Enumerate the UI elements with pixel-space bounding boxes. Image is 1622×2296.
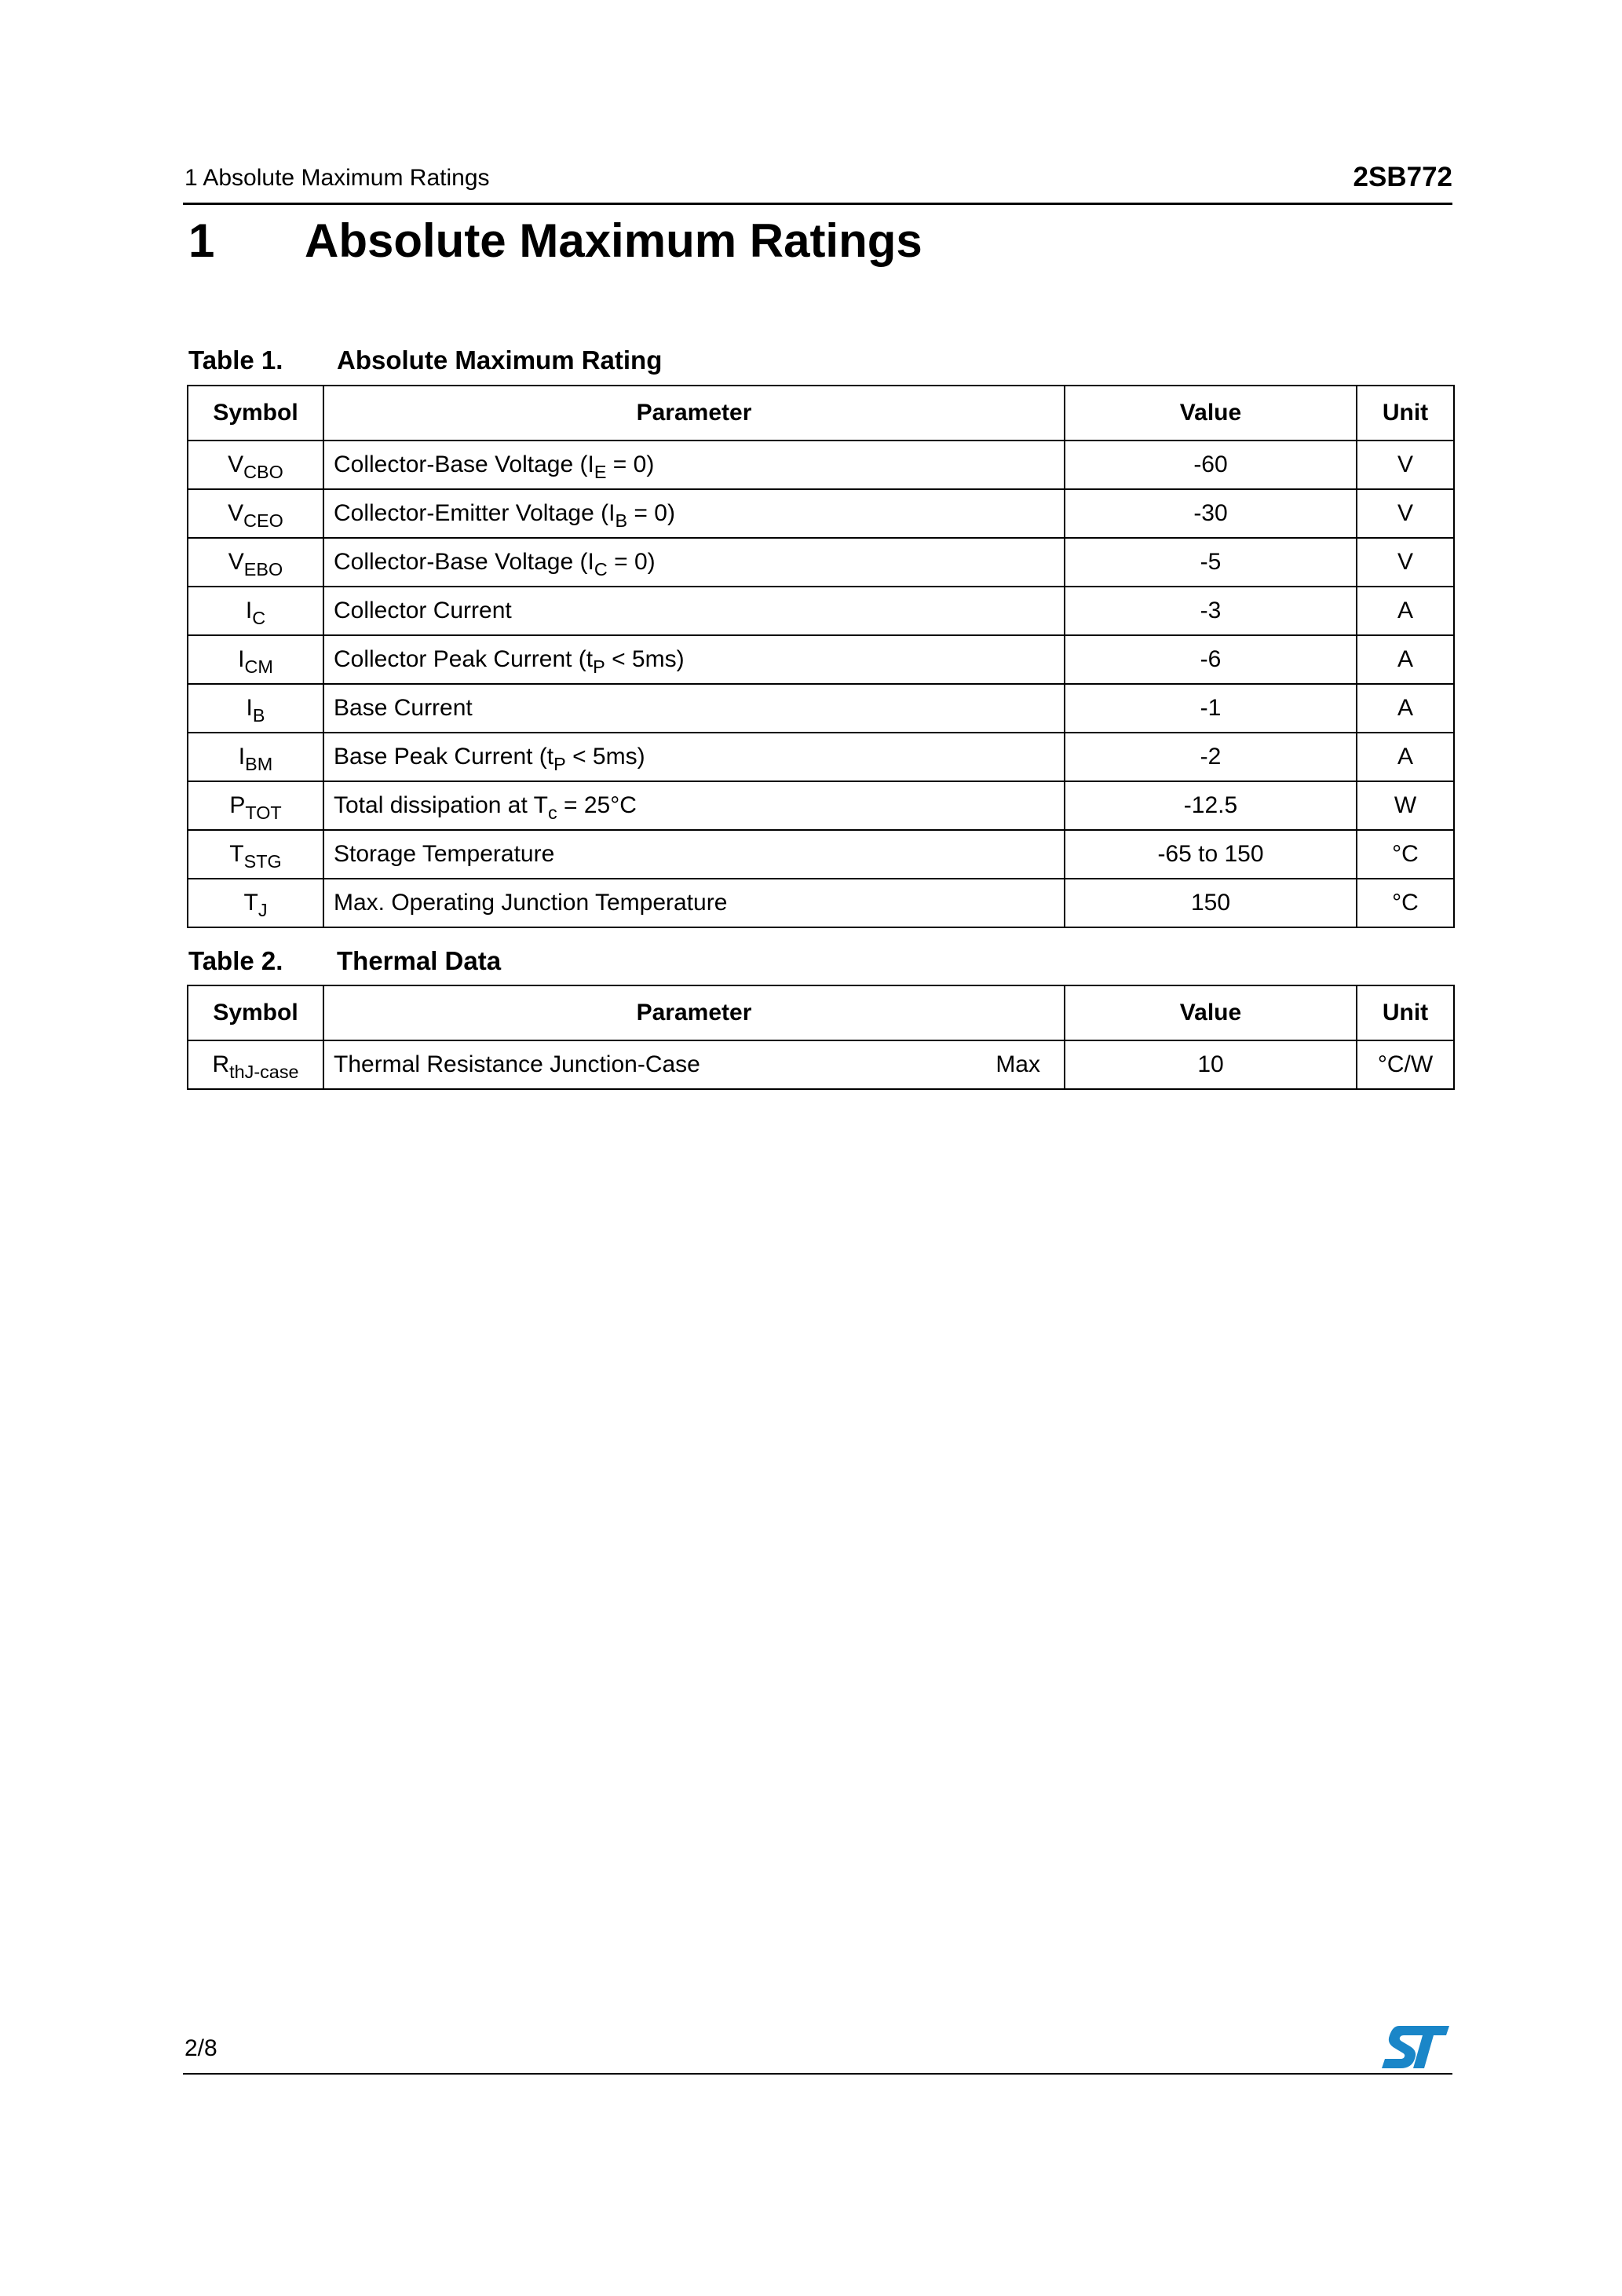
table2-header-unit: Unit — [1357, 985, 1454, 1040]
value-cell: -2 — [1065, 733, 1357, 781]
parameter-text-after: < 5ms) — [565, 744, 645, 770]
table-row — [188, 538, 1454, 587]
thermal-data-table — [187, 985, 1455, 1090]
header-divider — [183, 203, 1452, 205]
symbol-cell — [188, 684, 323, 733]
unit-cell: °C — [1357, 879, 1454, 927]
parameter-text: Base Peak Current (t — [334, 744, 554, 770]
symbol-subscript: J — [258, 900, 268, 921]
st-logo-shape — [1382, 2026, 1449, 2068]
parameter-text: Collector Current — [334, 598, 512, 623]
table1-header-parameter: Parameter — [323, 386, 1065, 441]
parameter-cell — [323, 733, 1065, 781]
table1-header-value: Value — [1065, 386, 1357, 441]
table2-header-parameter: Parameter — [323, 985, 1065, 1040]
value-cell: -30 — [1065, 489, 1357, 538]
parameter-text-after: = 0) — [627, 500, 675, 526]
parameter-cell — [323, 587, 1065, 635]
symbol-cell — [188, 733, 323, 781]
parameter-subscript: P — [553, 754, 566, 775]
table1-header-symbol: Symbol — [188, 386, 323, 441]
symbol-cell — [188, 587, 323, 635]
value-cell: -65 to 150 — [1065, 830, 1357, 879]
table2-body — [188, 1040, 1454, 1089]
symbol-cell — [188, 1040, 323, 1089]
st-logo-icon — [1380, 2024, 1451, 2070]
value-cell: 10 — [1065, 1040, 1357, 1089]
symbol-cell — [188, 830, 323, 879]
table1-header-row — [188, 386, 1454, 441]
unit-cell: V — [1357, 441, 1454, 489]
table-row — [188, 733, 1454, 781]
value-cell: -3 — [1065, 587, 1357, 635]
parameter-text: Base Current — [334, 695, 473, 721]
parameter-cell — [323, 538, 1065, 587]
symbol-cell — [188, 635, 323, 684]
unit-cell: °C — [1357, 830, 1454, 879]
symbol-subscript: CEO — [243, 510, 283, 532]
symbol-cell — [188, 781, 323, 830]
parameter-cell — [323, 1040, 1065, 1089]
value-cell: -12.5 — [1065, 781, 1357, 830]
parameter-text: Collector-Emitter Voltage (I — [334, 500, 616, 526]
symbol-main: T — [243, 890, 258, 916]
parameter-text: Max. Operating Junction Temperature — [334, 890, 728, 916]
footer-divider — [183, 2073, 1452, 2075]
symbol-subscript: thJ-case — [229, 1062, 299, 1083]
parameter-cell — [323, 489, 1065, 538]
symbol-main: I — [238, 744, 246, 770]
table-row — [188, 587, 1454, 635]
value-cell: -5 — [1065, 538, 1357, 587]
parameter-text: Collector-Base Voltage (I — [334, 452, 594, 477]
running-header-part-number: 2SB772 — [1353, 162, 1452, 192]
table1-body — [188, 441, 1454, 927]
parameter-cell — [323, 879, 1065, 927]
symbol-subscript: CM — [244, 656, 273, 678]
symbol-subscript: TOT — [245, 803, 282, 824]
parameter-text: Total dissipation at T — [334, 792, 548, 818]
table-row — [188, 781, 1454, 830]
table-row — [188, 684, 1454, 733]
symbol-subscript: C — [252, 608, 266, 629]
parameter-text: Collector-Base Voltage (I — [334, 549, 594, 575]
unit-cell: A — [1357, 635, 1454, 684]
unit-cell: A — [1357, 733, 1454, 781]
parameter-cell — [323, 781, 1065, 830]
parameter-subscript: B — [615, 510, 628, 532]
table2-header-symbol: Symbol — [188, 985, 323, 1040]
parameter-text-after: = 0) — [606, 452, 655, 477]
symbol-subscript: CBO — [243, 462, 283, 483]
unit-cell: °C/W — [1357, 1040, 1454, 1089]
parameter-subscript: c — [547, 803, 557, 824]
table-row — [188, 489, 1454, 538]
symbol-subscript: BM — [245, 754, 273, 775]
unit-cell: W — [1357, 781, 1454, 830]
symbol-main: I — [246, 695, 253, 721]
parameter-subscript: C — [594, 559, 608, 580]
table-row — [188, 830, 1454, 879]
table-row — [188, 441, 1454, 489]
absolute-maximum-rating-table — [187, 385, 1455, 928]
symbol-main: I — [238, 646, 245, 672]
section-title-text: Absolute Maximum Ratings — [305, 214, 922, 267]
symbol-subscript: EBO — [243, 559, 283, 580]
parameter-subscript: E — [594, 462, 607, 483]
table2-caption — [188, 946, 501, 976]
symbol-main: R — [212, 1051, 230, 1077]
symbol-main: V — [228, 500, 244, 526]
value-cell: -6 — [1065, 635, 1357, 684]
unit-cell: V — [1357, 538, 1454, 587]
table1-caption-label: Table 1. — [188, 345, 283, 375]
table-row — [188, 879, 1454, 927]
value-cell: -1 — [1065, 684, 1357, 733]
table2-header-value: Value — [1065, 985, 1357, 1040]
symbol-subscript: B — [252, 705, 265, 726]
parameter-text: Collector Peak Current (t — [334, 646, 594, 672]
running-header-section: 1 Absolute Maximum Ratings — [184, 165, 490, 191]
symbol-main: P — [229, 792, 246, 818]
value-cell: -60 — [1065, 441, 1357, 489]
section-heading — [188, 214, 922, 268]
symbol-cell — [188, 879, 323, 927]
parameter-cell — [323, 830, 1065, 879]
table-row — [188, 635, 1454, 684]
parameter-text-after: < 5ms) — [605, 646, 685, 672]
unit-cell: V — [1357, 489, 1454, 538]
table1-caption-title: Absolute Maximum Rating — [337, 345, 663, 375]
table1-header-unit: Unit — [1357, 386, 1454, 441]
parameter-cell — [323, 684, 1065, 733]
parameter-cell — [323, 635, 1065, 684]
table2-caption-label: Table 2. — [188, 946, 283, 975]
symbol-subscript: STG — [243, 851, 282, 872]
parameter-text: Storage Temperature — [334, 841, 555, 867]
symbol-main: T — [229, 841, 244, 867]
symbol-main: V — [228, 549, 244, 575]
symbol-main: I — [245, 598, 253, 623]
parameter-cell — [323, 441, 1065, 489]
section-number: 1 — [188, 214, 215, 267]
symbol-main: V — [228, 452, 244, 477]
table2-header-row — [188, 985, 1454, 1040]
page-number: 2/8 — [184, 2035, 217, 2061]
table2-caption-title: Thermal Data — [337, 946, 502, 975]
value-cell: 150 — [1065, 879, 1357, 927]
symbol-cell — [188, 538, 323, 587]
unit-cell: A — [1357, 587, 1454, 635]
table-row — [188, 1040, 1454, 1089]
parameter-subscript: P — [593, 656, 605, 678]
parameter-text-after: = 0) — [607, 549, 656, 575]
symbol-cell — [188, 489, 323, 538]
unit-cell: A — [1357, 684, 1454, 733]
parameter-text: Thermal Resistance Junction-Case — [334, 1051, 700, 1077]
table1-caption — [188, 345, 662, 375]
parameter-qualifier: Max — [995, 1051, 1040, 1077]
parameter-text-after: = 25°C — [557, 792, 637, 818]
symbol-cell — [188, 441, 323, 489]
